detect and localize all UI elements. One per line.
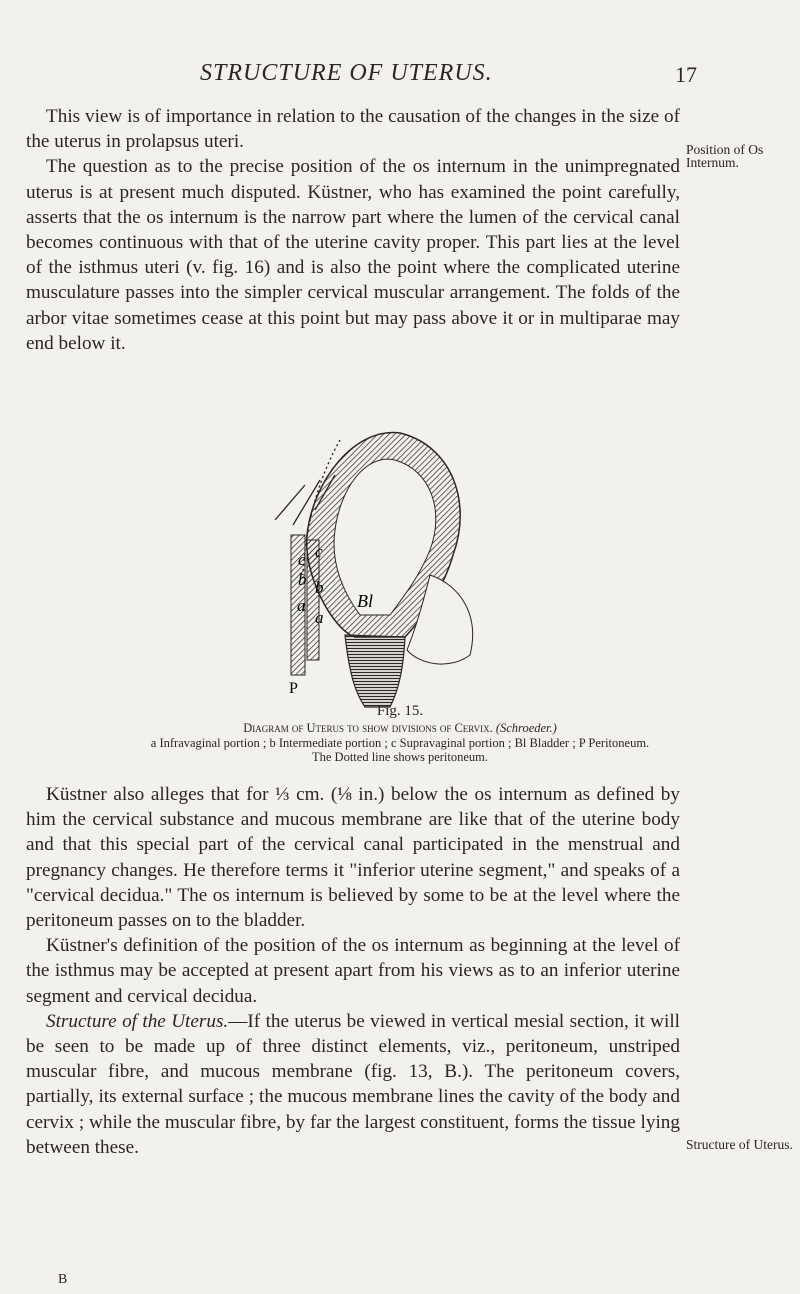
text-block-top xyxy=(26,104,680,356)
running-head xyxy=(0,60,800,90)
paragraph-2: The question as to the precise position of the os internum in the unimpregnated uterus is at present much disputed. Küstner, who has examined the point carefully, asserts that the os internum is the narrow part where the lumen of the cervical canal becomes continuous with that of the uterine cavity proper. This part lies at the level of the isthmus uteri (v. fig. 16) and is also the point where the complicated uterine musculature passes into the simpler cervical muscular arrangement. The folds of the arbor vitae sometimes cease at this point but may pass above it or in multiparae may end below it. xyxy=(26,156,680,354)
margin-note-structure: Structure of Uterus. xyxy=(686,1137,793,1152)
paragraph-4: Küstner's definition of the position of the os internum as beginning at the level of the isthmus may be accepted at present apart from his views as to an inferior uterine segment and cervical decidua. xyxy=(26,935,680,1007)
paragraph-1: This view is of importance in relation to the causation of the changes in the size of the uterus in prolapsus uteri. xyxy=(26,106,680,153)
vaginal-portion xyxy=(345,635,405,707)
label-a-2: a xyxy=(315,608,324,627)
caption-title-text: Diagram of Uterus to show divisions of Cervix. xyxy=(243,721,493,735)
label-a-1: a xyxy=(297,596,306,615)
label-b-1: b xyxy=(298,570,307,589)
figure-label: Fig. 15. xyxy=(376,703,424,719)
margin-note-os-internum: Position of Os Internum. xyxy=(686,142,764,170)
paragraph-5 xyxy=(26,1009,680,1160)
label-p: P xyxy=(289,680,298,697)
figure-caption-legend: a Infravaginal portion ; b Intermediate portion ; c Supravaginal portion ; Bl Bladder ; P Peritoneum. xyxy=(150,736,650,750)
label-c-1: c xyxy=(298,550,306,569)
figure-caption-title xyxy=(0,721,800,736)
running-head-title: STRUCTURE OF UTERUS. xyxy=(200,60,493,86)
figure-caption-note: The Dotted line shows peritoneum. xyxy=(311,750,488,764)
caption-source: (Schroeder.) xyxy=(495,721,557,735)
label-bl: Bl xyxy=(357,591,373,611)
paragraph-3: Küstner also alleges that for ⅓ cm. (⅛ in.) below the os internum as defined by him the cervical substance and mucous membrane are like that of the uterine body and that this special part of the cervical canal participated in the menstrual and pregnancy changes. He therefore terms it "inferior uterine segment," and speaks of a "cervical decidua." The os internum is believed by some to be at the level where the peritoneum passes on to the bladder. xyxy=(26,784,680,932)
paragraph-5-text: —If the uterus be viewed in vertical mesial section, it will be seen to be made up of three distinct elements, viz., peritoneum, unstriped muscular fibre, and mucous membrane (fig. 13, B.). The peritoneum covers, partially, its external surface ; the mucous membrane lines the cavity of the body and cervix ; while the muscular fibre, by far the largest constituent, forms the tissue lying between these. xyxy=(26,1010,681,1158)
page-number: 17 xyxy=(675,62,697,87)
paragraph-5-heading: Structure of the Uterus. xyxy=(46,1010,229,1032)
label-c-2: c xyxy=(315,542,323,561)
uterus-diagram xyxy=(245,425,505,710)
figure-15 xyxy=(0,425,800,710)
text-block-bottom xyxy=(26,782,680,1160)
signature-mark: B xyxy=(58,1272,68,1287)
label-b-2: b xyxy=(315,578,324,597)
